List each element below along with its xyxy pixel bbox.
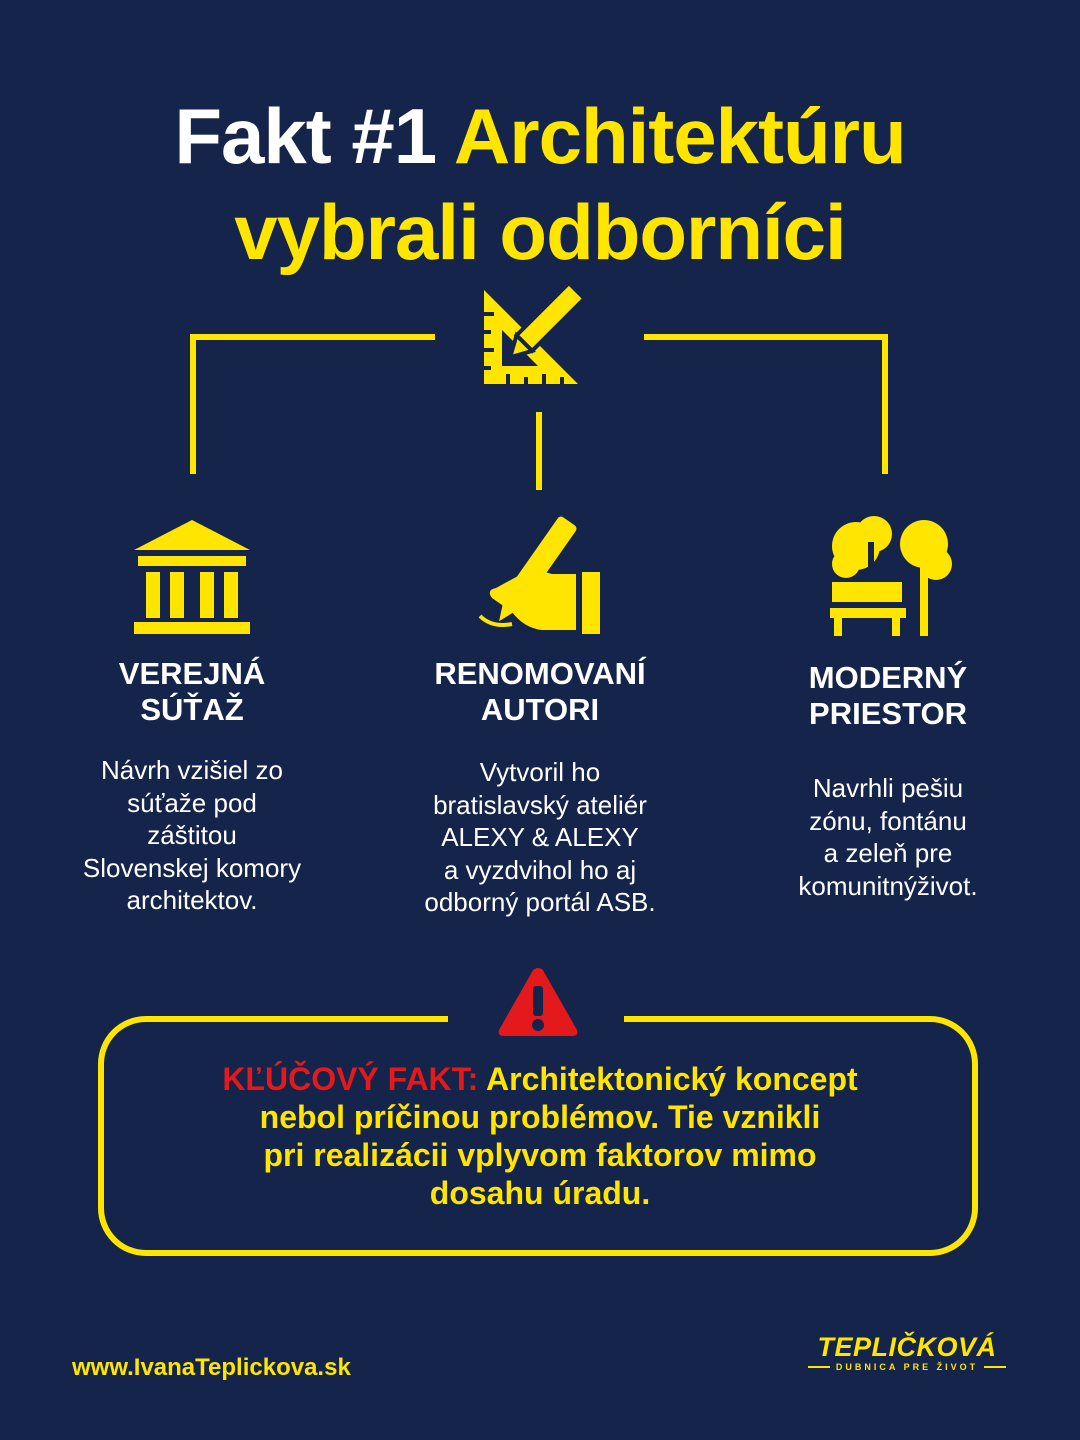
bank-building-icon bbox=[132, 518, 252, 636]
title-prefix: Fakt #1 bbox=[174, 92, 437, 180]
ruler-pencil-icon bbox=[478, 284, 594, 390]
brand-name: TEPLIČKOVÁ bbox=[817, 1332, 997, 1362]
park-bench-trees-icon bbox=[826, 512, 956, 640]
website-link[interactable]: www.IvanaTeplickova.sk bbox=[72, 1354, 351, 1381]
warning-triangle-icon bbox=[496, 964, 580, 1038]
brand-tagline: DUBNICA PRE ŽIVOT bbox=[804, 1362, 1010, 1372]
title-highlight: Architektúru bbox=[453, 92, 906, 180]
brand-logo bbox=[804, 1332, 1010, 1372]
column-text-modern-space: Navrhli pešiu zónu, fontánu a zeleň pre komunitnýživot. bbox=[798, 773, 978, 901]
key-fact-text: KĽÚČOVÝ FAKT: Architektonický koncept nebol príčinou problémov. Tie vznikli pri realizácii vplyvom faktorov mimo dosahu úradu. bbox=[222, 1061, 858, 1211]
column-heading-renowned-authors: RENOMOVANÍ AUTORI bbox=[434, 656, 646, 727]
column-text-public-competition: Návrh vzišiel zo súťaže pod záštitou Slovenskej komory architektov. bbox=[82, 755, 302, 915]
column-heading-public-competition: VEREJNÁ SÚŤAŽ bbox=[118, 656, 266, 727]
hand-writing-pen-icon bbox=[472, 516, 608, 640]
column-heading-modern-space: MODERNÝ PRIESTOR bbox=[808, 660, 968, 731]
key-fact-label: KĽÚČOVÝ FAKT: bbox=[222, 1061, 479, 1097]
title-line2: vybrali odborníci bbox=[234, 188, 846, 276]
column-text-renowned-authors: Vytvoril ho bratislavský ateliér ALEXY & ALEXY a vyzdvihol ho aj odborný portál ASB. bbox=[424, 757, 656, 917]
